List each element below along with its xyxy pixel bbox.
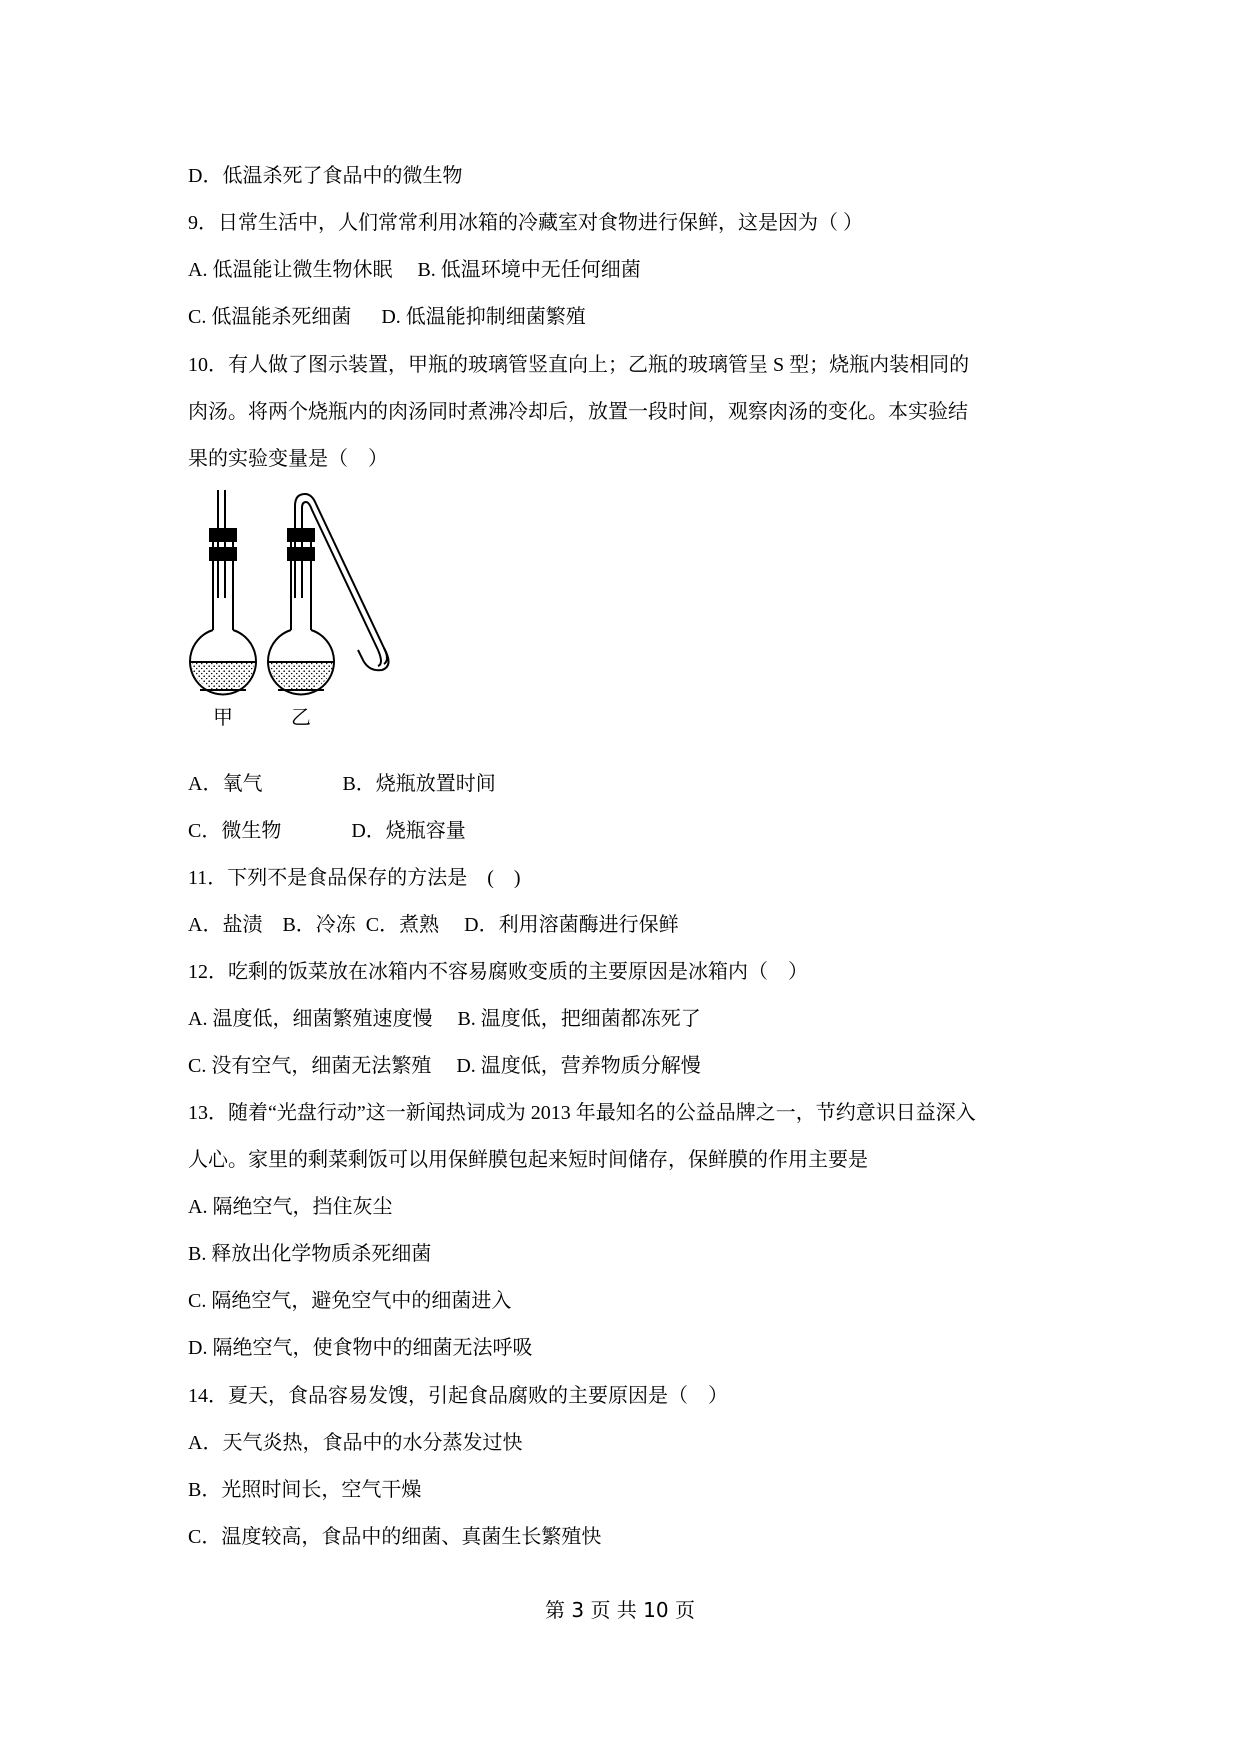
text-line: B. 释放出化学物质杀死细菌 (188, 1243, 432, 1265)
page-number-footer: 第 3 页 共 10 页 (545, 1598, 695, 1622)
text-line: C. 低温能杀死细菌 D. 低温能抑制细菌繁殖 (188, 306, 586, 328)
text-line: 人心。家里的剩菜剩饭可以用保鲜膜包起来短时间储存，保鲜膜的作用主要是 (188, 1149, 868, 1171)
text-line: 肉汤。将两个烧瓶内的肉汤同时煮沸冷却后，放置一段时间，观察肉汤的变化。本实验结 (188, 401, 968, 423)
text-line: 12．吃剩的饭菜放在冰箱内不容易腐败变质的主要原因是冰箱内（ ） (188, 961, 808, 983)
text-line: 14．夏天，食品容易发馊，引起食品腐败的主要原因是（ ） (188, 1385, 728, 1407)
text-line: A．天气炎热，食品中的水分蒸发过快 (188, 1432, 523, 1454)
flask-experiment-diagram (188, 490, 428, 740)
text-line: A. 低温能让微生物休眠 B. 低温环境中无任何细菌 (188, 259, 641, 281)
text-line: B．光照时间长，空气干燥 (188, 1479, 422, 1501)
text-line: 10．有人做了图示装置，甲瓶的玻璃管竖直向上；乙瓶的玻璃管呈 S 型；烧瓶内装相同的 (188, 354, 970, 376)
flask-label-yi: 乙 (291, 705, 311, 729)
text-line: 11．下列不是食品保存的方法是 ( ) (188, 867, 521, 889)
text-line: 果的实验变量是（ ） (188, 448, 388, 470)
text-line: 13．随着“光盘行动”这一新闻热词成为 2013 年最知名的公益品牌之一，节约意识日益深入 (188, 1102, 976, 1124)
text-line: D．低温杀死了食品中的微生物 (188, 165, 463, 187)
text-line: A. 温度低，细菌繁殖速度慢 B. 温度低，把细菌都冻死了 (188, 1008, 701, 1030)
text-line: A. 隔绝空气，挡住灰尘 (188, 1196, 393, 1218)
flask-diagram-svg (188, 490, 428, 700)
text-line: C. 没有空气，细菌无法繁殖 D. 温度低，营养物质分解慢 (188, 1055, 701, 1077)
text-line: A．盐渍 B．冷冻 C．煮熟 D．利用溶菌酶进行保鲜 (188, 914, 679, 936)
text-line: 9．日常生活中，人们常常利用冰箱的冷藏室对食物进行保鲜，这是因为（ ） (188, 212, 863, 234)
text-line: C. 隔绝空气，避免空气中的细菌进入 (188, 1290, 512, 1312)
text-line: C．温度较高，食品中的细菌、真菌生长繁殖快 (188, 1526, 602, 1548)
text-line: D. 隔绝空气，使食物中的细菌无法呼吸 (188, 1337, 533, 1359)
text-line: A．氧气 B．烧瓶放置时间 (188, 773, 496, 795)
text-line: C．微生物 D．烧瓶容量 (188, 820, 466, 842)
flask-label-jia: 甲 (213, 705, 233, 729)
